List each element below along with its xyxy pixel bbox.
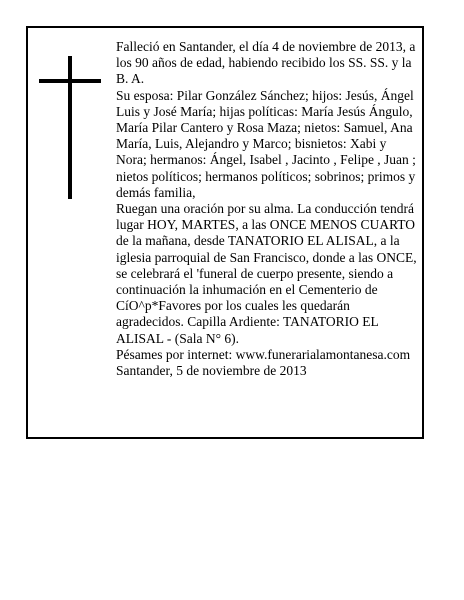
condolences-website: Pésames por internet: www.funerarialamontanesa.com (116, 346, 411, 362)
obituary-notice (26, 26, 424, 439)
cross-horizontal-bar (39, 79, 101, 83)
death-announcement: Falleció en Santander, el día 4 de noviembre de 2013, a los 90 años de edad, habiendo recibido los SS. SS. y la B. A. (116, 39, 416, 87)
cross-vertical-bar (68, 56, 72, 199)
family-list: Su esposa: Pilar González Sánchez; hijos: Jesús, Ángel Luis y José María; hijas políticas: María Jesús Ángulo, María Pilar Cantero y Rosa Maza; nietos: Samuel, Ana María, Luis, Alejandro y Marco; bisnietos: Xabi y Nora; hermanos: Ángel, Isabel , Jacinto , Felipe , Juan ; nietos políticos; hermanos políticos; sobrinos; primos y demás familia, (116, 87, 416, 200)
funeral-details: Ruegan una oración por su alma. La conducción tendrá lugar HOY, MARTES, a las ONCE MENOS CUARTO de la mañana, desde TANATORIO EL ALISAL, a la iglesia parroquial de San Francisco, donde a las ONCE, se celebrará el 'funeral de cuerpo presente, siendo a continuación la inhumación en el Cementerio de CíO^p*Favores por los cuales les quedarán agradecidos. Capilla Ardiente: TANATORIO EL ALISAL - (Sala N° 6). (116, 201, 417, 346)
notice-date: Santander, 5 de noviembre de 2013 (116, 363, 307, 379)
notice-text (116, 39, 420, 379)
